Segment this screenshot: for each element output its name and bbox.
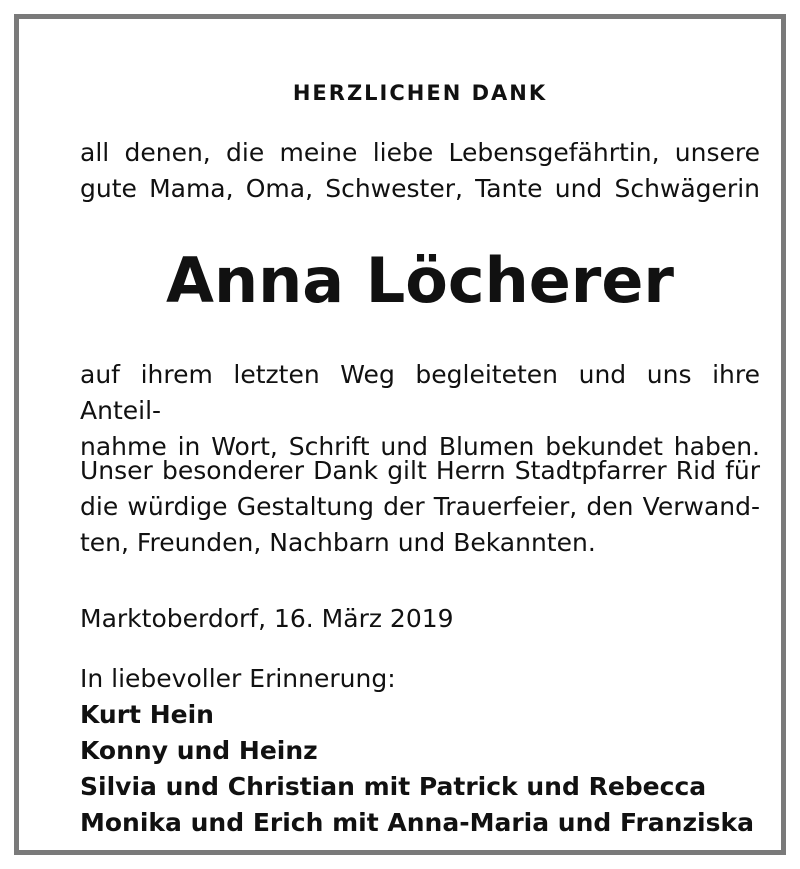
body-paragraph-2 [80, 453, 760, 561]
notice-frame [14, 14, 786, 855]
signers-block [80, 661, 760, 841]
intro-line-1: all denen, die meine liebe Lebensgefährtin, unsere [80, 138, 760, 167]
signer-3: Silvia und Christian mit Patrick und Rebecca [80, 772, 707, 801]
intro-paragraph [80, 135, 760, 207]
body1-line-2: nahme in Wort, Schrift und Blumen bekundet haben. [80, 432, 760, 461]
notice-title: HERZLICHEN DANK [292, 81, 548, 105]
signer-4: Monika und Erich mit Anna-Maria und Franziska [80, 808, 754, 837]
intro-line-2: gute Mama, Oma, Schwester, Tante und Schwägerin [80, 174, 760, 203]
body2-line-1: Unser besonderer Dank gilt Herrn Stadtpfarrer Rid für [80, 456, 760, 485]
body1-line-1: auf ihrem letzten Weg begleiteten und uns ihre Anteil- [80, 360, 760, 425]
body2-line-2: die würdige Gestaltung der Trauerfeier, den Verwand- [80, 492, 760, 521]
deceased-name: Anna Löcherer [166, 244, 674, 317]
memory-label: In liebevoller Erinnerung: [80, 664, 396, 693]
signer-2: Konny und Heinz [80, 736, 318, 765]
place-date: Marktoberdorf, 16. März 2019 [80, 604, 454, 633]
body2-line-3: ten, Freunden, Nachbarn und Bekannten. [80, 528, 596, 557]
body-paragraph-1 [80, 357, 760, 465]
signer-1: Kurt Hein [80, 700, 214, 729]
